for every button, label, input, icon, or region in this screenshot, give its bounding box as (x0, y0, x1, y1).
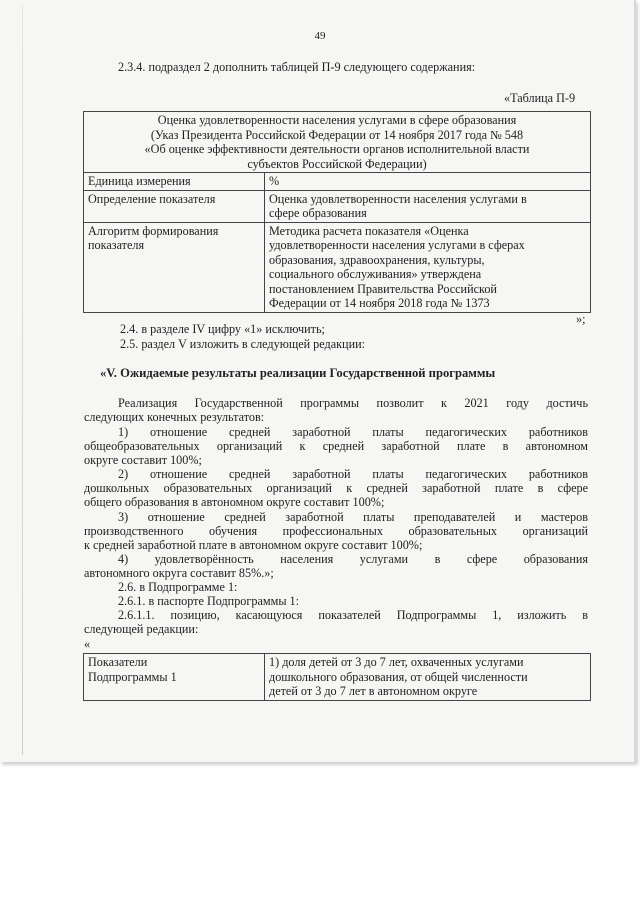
item-2-6-1-1-line: 2.6.1.1. позицию, касающуюся показателей Подпрограммы 1, изложить в (118, 608, 588, 622)
result-1-line: 1) отношение средней заработной платы педагогических работников (118, 425, 588, 439)
table-row (84, 190, 591, 222)
table-p9-title-line: «Об оценке эффективности деятельности органов исполнительной власти (144, 142, 530, 156)
cell-line: удовлетворенности населения услугами в сферах (269, 238, 525, 252)
table-p9-title-row (84, 112, 591, 173)
table-cell-label (84, 222, 265, 312)
cell-line: Оценка удовлетворенности населения услугами в (269, 191, 527, 206)
item-2-6-1-1-line: следующей редакции: (84, 622, 199, 636)
cell-line: образования, здравоохранения, культуры, (269, 252, 485, 267)
cell-line: Методика расчета показателя «Оценка (269, 223, 469, 238)
item-2-6-1: 2.6.1. в паспорте Подпрограммы 1: (118, 594, 300, 608)
cell-line: 1) доля детей от 3 до 7 лет, охваченных услугами (269, 655, 524, 669)
item-2-3-4: 2.3.4. подраздел 2 дополнить таблицей П-9 следующего содержания: (118, 60, 476, 74)
item-2-4: 2.4. в разделе IV цифру «1» исключить; (120, 322, 325, 336)
result-3-line: 3) отношение средней заработной платы преподавателей и мастеров (118, 510, 588, 524)
table-cell-value (265, 222, 591, 312)
table-cell-label: Определение показателя (84, 190, 265, 222)
table-cell-value: % (265, 173, 591, 191)
intro-line: Реализация Государственной программы позволит к 2021 году достичь (118, 396, 588, 410)
table-row (84, 173, 591, 191)
table-p9-title-line: (Указ Президента Российской Федерации от 14 ноября 2017 года № 548 (150, 127, 524, 142)
cell-line: Показатели (88, 655, 148, 669)
cell-line: Алгоритм формирования (88, 223, 219, 238)
result-1-line: общеобразовательных организаций к средней заработной плате в автономном (84, 439, 588, 453)
result-2-line: дошкольных образовательных организаций к средней заработной плате в сфере (84, 481, 588, 495)
table-cell-value (265, 190, 591, 222)
indicators-table (83, 653, 591, 701)
open-quote: « (84, 637, 91, 651)
result-2-line: 2) отношение средней заработной платы педагогических работников (118, 467, 588, 481)
cell-line: постановлением Правительства Российской (269, 281, 497, 296)
table-row (84, 654, 591, 701)
result-3-line: производственного обучения профессиональных образовательных организаций (84, 524, 588, 538)
result-4-line: 4) удовлетворённость населения услугами в сфере образования (118, 552, 588, 566)
result-4-line: автономного округа составит 85%.»; (84, 566, 274, 580)
cell-line: социального обслуживания» утверждена (269, 267, 482, 281)
table-cell-label: Единица измерения (84, 173, 265, 191)
cell-line: сфере образования (269, 206, 367, 220)
result-3-line: к средней заработной плате в автономном округе составит 100%; (84, 538, 423, 552)
scan-edge-line (22, 5, 23, 755)
indicators-label (84, 654, 265, 701)
intro-line: следующих конечных результатов: (84, 410, 265, 424)
cell-line: детей от 3 до 7 лет в автономном округе (269, 684, 478, 698)
table-row (84, 222, 591, 312)
item-2-5: 2.5. раздел V изложить в следующей редакции: (120, 337, 366, 351)
section-heading: «V. Ожидаемые результаты реализации Государственной программы (100, 366, 496, 380)
table-p9 (83, 111, 591, 313)
table-p9-title-line: субъектов Российской Федерации) (247, 156, 427, 171)
page-number: 49 (314, 30, 326, 42)
item-2-6: 2.6. в Подпрограмме 1: (118, 580, 238, 594)
cell-line: Подпрограммы 1 (88, 669, 177, 684)
cell-line: Федерации от 14 ноября 2018 года № 1373 (269, 296, 490, 310)
result-1-line: округе составит 100%; (84, 453, 202, 467)
closing-quote: »; (576, 312, 586, 326)
table-p9-title (84, 112, 591, 173)
table-p9-title-line: Оценка удовлетворенности населения услугами в сфере образования (157, 113, 517, 127)
cell-line: дошкольного образования, от общей численности (269, 669, 528, 684)
table-caption: «Таблица П-9 (504, 91, 576, 105)
result-2-line: общего образования в автономном округе составит 100%; (84, 495, 385, 509)
cell-line: показателя (88, 238, 145, 252)
indicators-value (265, 654, 591, 701)
